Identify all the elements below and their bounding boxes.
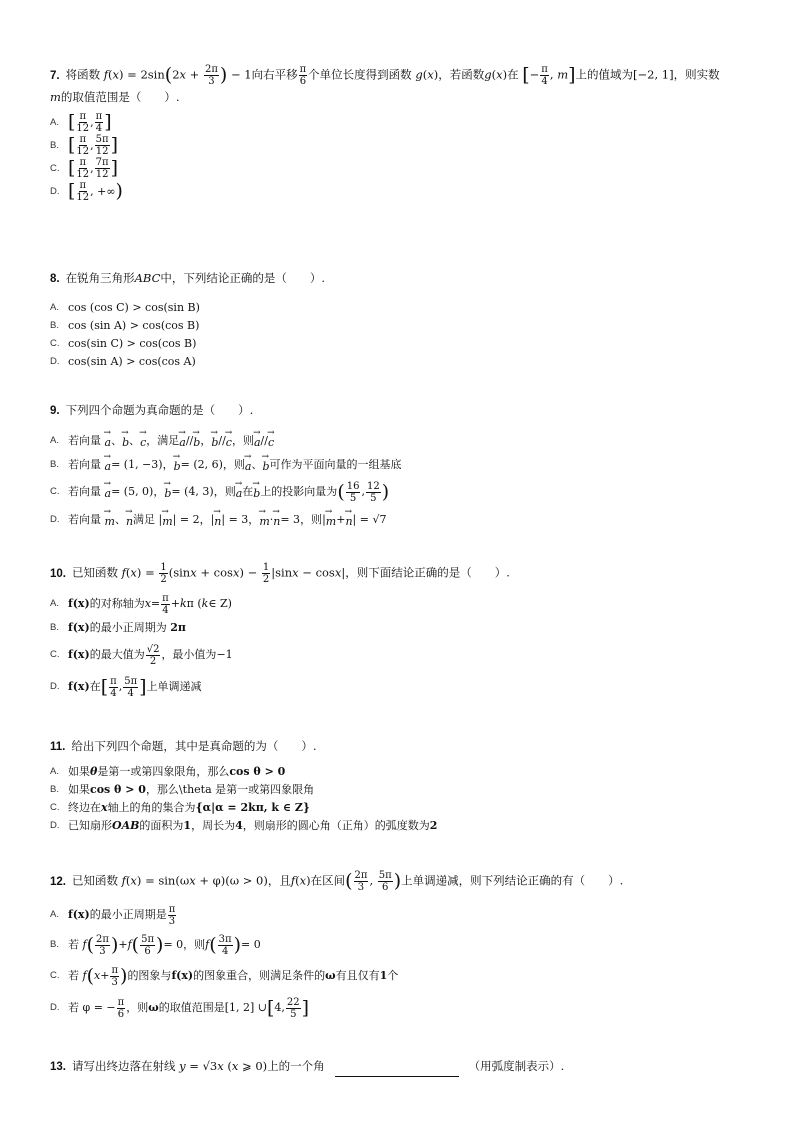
option-a[interactable]: A. 若向量 → a 、 → b 、 → c ，满足 → a // → b ， → b // → c ，则 → a // → c [50, 429, 770, 453]
question-stem: 11. 给出下列四个命题，其中是真命题的为（ ）. [50, 739, 317, 753]
question-13 [50, 1056, 770, 1077]
option-a[interactable]: A. f(x) 的最小正周期是 $\frac{\pi}{3}$ [50, 903, 176, 927]
option-a[interactable]: A. [ $\frac{\pi}{12}$ , $\frac{\pi}{4}$ ] [50, 111, 112, 134]
option-d[interactable]: D. 若向量 → m 、 → n 满足 | → m | = 2，| → n | = 3， → m · → n = 3 ，则 | → m + → n | = √7 [50, 507, 770, 533]
option-d[interactable]: D. f(x) 在 [ $\frac{\pi}{4}$ , $\frac{5\pi}{4}$ ] 上单调递减 [50, 675, 202, 699]
option-b[interactable]: B. 如果 cos θ > 0 ，那么\theta 是第一或第四象限角 [50, 783, 315, 796]
question-9 [50, 400, 770, 533]
option-c[interactable]: C. f(x) 的最大值为 $\frac{√2}{2}$ ，最小值为 −1 [50, 643, 233, 667]
option-d[interactable]: D. 已知扇形 OAB 的面积为 1 ，周长为 4 ，则扇形的圆心角（正角）的弧度数为 2 [50, 819, 438, 832]
option-d[interactable]: D. [ $\frac{\pi}{12}$ , +∞ ) [50, 180, 123, 203]
option-b[interactable]: B. 若 f ( $\frac{2\pi}{3}$ ) + f ( $\frac{5\pi}{6}$ ) = 0 ，则 f ( $\frac{3\pi}{4}$ ) = 0 [50, 933, 261, 957]
question-stem: 13. 请写出终边落在射线 y = √3x (x ⩾ 0)上的一个角 （用弧度制表示）. [50, 1056, 770, 1077]
option-a[interactable]: A. cos (cos C) > cos(sin B) [50, 301, 200, 314]
question-12 [50, 870, 770, 1025]
question-8 [50, 268, 770, 371]
option-b[interactable]: B. cos (sin A) > cos(cos B) [50, 319, 200, 332]
option-c[interactable]: C. 若向量 → a = (5, 0)， → b = (4, 3) ，则 → a 在 → b 上的投影向量为 ( $\frac{16}{5}$ , $\frac{12}{5}$ ) [50, 477, 770, 507]
question-stem: 7. 将函数 f(x) = 2sin(2x + $\frac{2\pi}{3}$ ) − 1向右平移 $\frac{\pi}{6}$ 个单位长度得到函数 g(x)，若函数g(x)在 [− $\frac{\pi}{4}$ , m]上的值域为[−2, 1]，则实数 [50, 64, 720, 87]
question-number: 7. [50, 69, 60, 82]
question-stem: 12. 已知函数 f(x) = sin(ωx + φ)(ω > 0)，且f(x)在区间( $\frac{2\pi}{3}$ , $\frac{5\pi}{6}$ )上单调递减，则下列结论正确的有（ ）. [50, 870, 624, 893]
question-stem: 8. 在锐角三角形ABC中，下列结论正确的是（ ）. [50, 271, 326, 285]
option-b[interactable]: B. f(x) 的最小正周期为 2π [50, 621, 186, 634]
option-c[interactable]: C. [ $\frac{\pi}{12}$ , $\frac{7\pi}{12}$ ] [50, 157, 119, 180]
option-c[interactable]: C. 终边在 x 轴上的角的集合为 {α|α = 2kπ, k ∈ Z} [50, 801, 310, 814]
answer-blank[interactable] [335, 1076, 459, 1077]
option-c[interactable]: C. 若 f ( x + $\frac{\pi}{3}$ ) 的图象与 f(x) 的图象重合，则满足条件的 ω 有且仅有 1 个 [50, 964, 399, 988]
question-7: 7. 将函数 f(x) = 2sin(2x + $\frac{2\pi}{3}$ ) − 1向右平移 $\frac{\pi}{6}$ 个单位长度得到函数 g(x)，若函数g(x)在 [− $\frac{\pi}{4}$ , m]上的值域为[−2, 1]，则实数 m的取值范围是（ ）. A. [ $\frac{\pi}{12}$ , $\frac{\pi}{4}$ ] B. [ $\frac{\pi}{12}$ , $\frac{5\pi}{12}$ ] C. [ $\frac{\pi}{12}$ , $\frac{7\pi}{12}$ ] D. [ $\frac{\pi}{12}$ , +∞ ) [50, 64, 770, 203]
question-stem: 9. 下列四个命题为真命题的是（ ）. [50, 403, 254, 417]
option-d[interactable]: D. 若 φ = − $\frac{\pi}{6}$ ，则 ω 的取值范围是 [1, 2] ∪ [ 4, $\frac{22}{5}$ ] [50, 996, 310, 1020]
option-b[interactable]: B. [ $\frac{\pi}{12}$ , $\frac{5\pi}{12}$ ] [50, 134, 119, 157]
question-11 [50, 736, 770, 835]
question-stem: 10. 已知函数 f(x) = $\frac{1}{2}$ (sinx + cosx) − $\frac{1}{2}$ |sinx − cosx|，则下面结论正确的是（ ）. [50, 562, 510, 585]
option-a[interactable]: A. 如果 θ 是第一或第四象限角，那么 cos θ > 0 [50, 765, 286, 778]
option-c[interactable]: C. cos(sin C) > cos(cos B) [50, 337, 197, 350]
option-d[interactable]: D. cos(sin A) > cos(cos A) [50, 355, 196, 368]
option-a[interactable]: A. f(x) 的对称轴为 x = $\frac{\pi}{4}$ + k π ( k ∈ Z) [50, 592, 232, 616]
option-b[interactable]: B. 若向量 → a = (1, −3)， → b = (2, 6) ，则 → a 、 → b 可作为平面向量的一组基底 [50, 453, 770, 477]
question-10 [50, 562, 770, 703]
